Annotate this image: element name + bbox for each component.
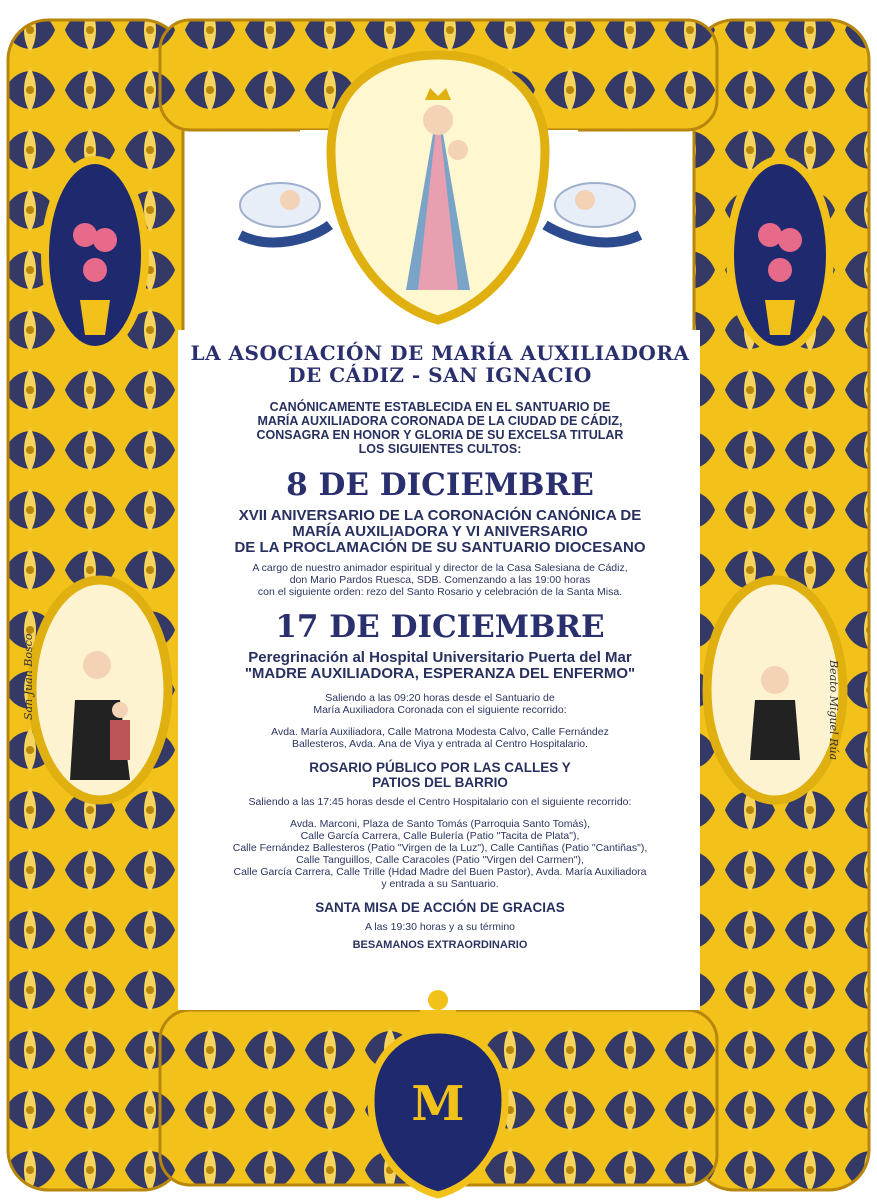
title-line-1: LA ASOCIACIÓN DE MARÍA AUXILIADORA xyxy=(190,341,690,365)
subtitle-line: XVII ANIVERSARIO DE LA CORONACIÓN CANÓNICA DE xyxy=(238,507,642,524)
rosary-route-line: Calle García Carrera, Calle Bulería (Patio "Tacita de Plata"), xyxy=(300,830,580,842)
event1-details xyxy=(190,562,690,598)
rosary-route-line: Avda. Marconi, Plaza de Santo Tomás (Parroquia Santo Tomás), xyxy=(290,818,590,830)
rosary-route-line: Calle Fernández Ballesteros (Patio "Virgen de la Luz"), Calle Cantiñas (Patio "Cantiñas"), xyxy=(232,842,648,854)
route-line: Ballesteros, Avda. Ana de Viya y entrada al Centro Hospitalario. xyxy=(291,738,589,750)
signature-right: Beato Miguel Rúa xyxy=(827,660,840,761)
event1-subtitle xyxy=(190,508,690,556)
rosary-title-line: ROSARIO PÚBLICO POR LAS CALLES Y xyxy=(309,760,571,775)
mass-time: A las 19:30 horas y a su término xyxy=(365,921,515,933)
rosary-route-line: Calle García Carrera, Calle Trille (Hdad Madre del Buen Pastor), Avda. María Auxiliadora xyxy=(233,866,647,878)
rosary-route-line: y entrada a su Santuario. xyxy=(381,878,499,890)
event2-date: 17 DE DICIEMBRE xyxy=(275,609,605,645)
signature-left: San Juan Bosco xyxy=(22,633,35,720)
rosary-departure: Saliendo a las 17:45 horas desde el Centro Hospitalario con el siguiente recorrido: xyxy=(248,796,632,808)
event2-route xyxy=(190,726,690,750)
departure-line: Saliendo a las 09:20 horas desde el Santuario de xyxy=(325,692,555,704)
event2-departure xyxy=(190,692,690,716)
route-line: Avda. María Auxiliadora, Calle Matrona Modesta Calvo, Calle Fernández xyxy=(271,726,609,738)
title-line-2: DE CÁDIZ - SAN IGNACIO xyxy=(288,363,592,387)
besamanos: BESAMANOS EXTRAORDINARIO xyxy=(352,939,528,951)
intro-line: CANÓNICAMENTE ESTABLECIDA EN EL SANTUARIO DE xyxy=(269,400,611,414)
rosary-route xyxy=(190,818,690,890)
departure-line: María Auxiliadora Coronada con el siguiente recorrido: xyxy=(313,704,567,716)
rosary-route-line: Calle Tanguillos, Calle Caracoles (Patio "Virgen del Carmen"), xyxy=(296,854,584,866)
intro-line: MARÍA AUXILIADORA CORONADA DE LA CIUDAD DE CÁDIZ, xyxy=(257,414,623,428)
poster-content xyxy=(190,342,690,952)
mass-title: SANTA MISA DE ACCIÓN DE GRACIAS xyxy=(315,900,565,915)
rosary-title xyxy=(190,760,690,790)
details-line: A cargo de nuestro animador espiritual y director de la Casa Salesiana de Cádiz, xyxy=(252,562,628,574)
subtitle-line: Peregrinación al Hospital Universitario Puerta del Mar xyxy=(248,649,632,666)
subtitle-line: MARÍA AUXILIADORA Y VI ANIVERSARIO xyxy=(292,523,588,540)
subtitle-line: DE LA PROCLAMACIÓN DE SU SANTUARIO DIOCESANO xyxy=(234,539,646,556)
subtitle-line: "MADRE AUXILIADORA, ESPERANZA DEL ENFERMO" xyxy=(244,665,636,682)
event1-date: 8 DE DICIEMBRE xyxy=(286,467,594,503)
intro-text xyxy=(190,400,690,456)
intro-line: LOS SIGUIENTES CULTOS: xyxy=(358,442,522,456)
event2-subtitle xyxy=(190,650,690,682)
intro-line: CONSAGRA EN HONOR Y GLORIA DE SU EXCELSA TITULAR xyxy=(256,428,624,442)
rosary-title-line: PATIOS DEL BARRIO xyxy=(372,775,508,790)
svg-text:M: M xyxy=(411,1076,465,1132)
details-line: don Mario Pardos Ruesca, SDB. Comenzando a las 19:00 horas xyxy=(289,574,591,586)
details-line: con el siguiente orden: rezo del Santo Rosario y celebración de la Santa Misa. xyxy=(257,586,623,598)
